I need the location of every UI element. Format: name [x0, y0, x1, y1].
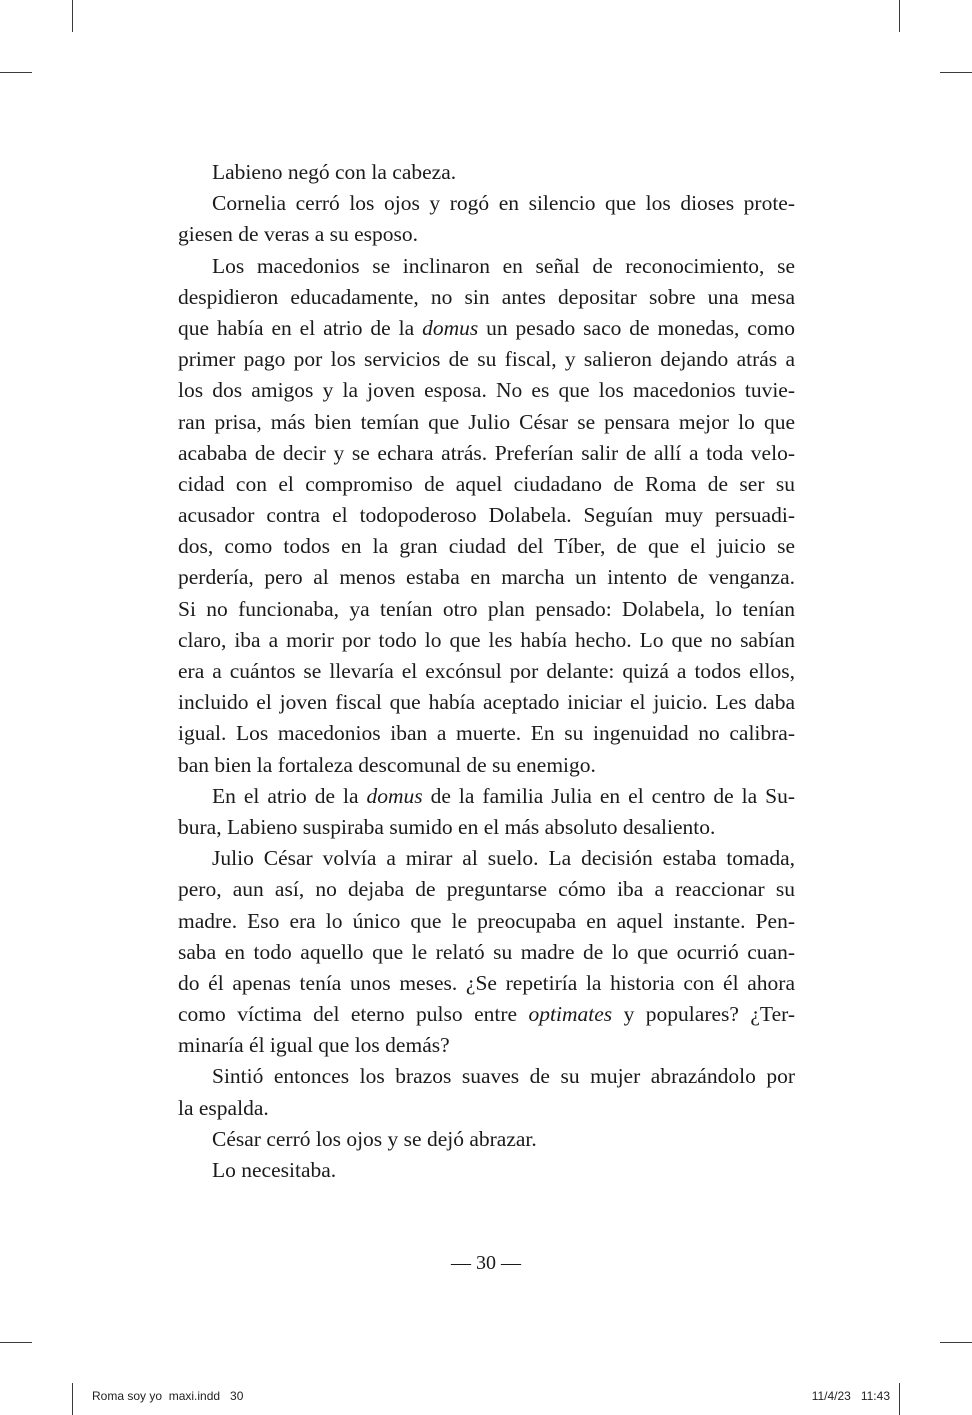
crop-mark-right-bottom: [940, 1342, 972, 1343]
text-run: Labieno negó con la cabeza.: [212, 160, 457, 184]
slug-filename: Roma soy yo maxi.indd 30: [92, 1389, 244, 1403]
text-run: acusador contra el todopoderoso Dolabela. Seguían muy persuadi-: [178, 503, 795, 528]
text-line: [178, 1155, 795, 1186]
text-line: [178, 282, 795, 313]
text-line: [178, 469, 795, 500]
text-run: minaría él igual que los demás?: [178, 1033, 450, 1058]
text-run: acababa de decir y se echara atrás. Preferían salir de allí a toda velo-: [178, 440, 795, 465]
text-line: [178, 1124, 795, 1155]
crop-mark-top-left: [72, 0, 73, 32]
slug-timestamp: 11/4/23 11:43: [811, 1389, 890, 1403]
text-line: [178, 999, 795, 1030]
text-line: [178, 219, 795, 250]
text-run: despidieron educadamente, no sin antes depositar sobre una mesa: [178, 284, 795, 309]
text-run: era a cuántos se llevaría el excónsul por delante: quizá a todos ellos,: [178, 659, 795, 683]
text-line: [178, 188, 795, 219]
text-line: [178, 375, 795, 406]
text-run: Si no funcionaba, ya tenían otro plan pensado: Dolabela, lo tenían: [178, 596, 795, 621]
text-line: [178, 781, 795, 812]
crop-mark-top-right: [899, 0, 900, 32]
text-run: un pesado saco de monedas, como: [478, 315, 796, 340]
text-run: Sintió entonces los brazos suaves de su mujer abrazándolo por: [212, 1064, 795, 1089]
text-run: Los macedonios se inclinaron en señal de reconocimiento, se: [212, 253, 795, 278]
text-run: que había en el atrio de la: [178, 315, 423, 340]
text-line: [178, 718, 795, 749]
text-line: [178, 656, 795, 687]
text-run: madre. Eso era lo único que le preocupaba en aquel instante. Pen-: [178, 908, 795, 933]
text-run: perdería, pero al menos estaba en marcha un intento de venganza.: [178, 565, 795, 590]
text-line: [178, 1061, 795, 1092]
text-line: [178, 812, 795, 843]
text-line: [178, 1093, 795, 1124]
text-line: [178, 438, 795, 469]
text-line: [178, 407, 795, 438]
text-run: Cornelia cerró los ojos y rogó en silencio que los dioses prote-: [212, 191, 795, 216]
body-text: [178, 157, 795, 1186]
text-run: giesen de veras a su esposo.: [178, 222, 419, 247]
text-line: [178, 594, 795, 625]
text-line: [178, 750, 795, 781]
italic-text: domus: [366, 783, 423, 808]
text-run: César cerró los ojos y se dejó abrazar.: [212, 1126, 537, 1151]
crop-mark-bottom-right: [899, 1383, 900, 1415]
text-line: [178, 313, 795, 344]
text-line: [178, 625, 795, 656]
text-run: de la familia Julia en el centro de la Su-: [422, 783, 795, 808]
text-run: como víctima del eterno pulso entre: [178, 1002, 529, 1027]
text-run: do él apenas tenía unos meses. ¿Se repetiría la historia con él ahora: [178, 970, 795, 995]
text-run: incluido el joven fiscal que había aceptado iniciar el juicio. Les daba: [178, 690, 795, 715]
text-line: [178, 251, 795, 282]
text-run: Lo necesitaba.: [212, 1158, 337, 1182]
crop-mark-left-bottom: [0, 1342, 32, 1343]
text-line: [178, 562, 795, 593]
italic-text: optimates: [528, 1002, 613, 1027]
text-run: la espalda.: [178, 1095, 269, 1120]
italic-text: domus: [422, 315, 479, 340]
text-line: [178, 843, 795, 874]
text-line: [178, 906, 795, 937]
text-run: Julio César volvía a mirar al suelo. La decisión estaba tomada,: [212, 846, 795, 871]
text-run: claro, iba a morir por todo lo que les había hecho. Lo que no sabían: [178, 627, 795, 652]
text-run: los dos amigos y la joven esposa. No es que los macedonios tuvie-: [178, 378, 795, 403]
text-run: ban bien la fortaleza descomunal de su enemigo.: [178, 752, 596, 777]
text-run: primer pago por los servicios de su fiscal, y salieron dejando atrás a: [178, 347, 795, 372]
text-line: [178, 500, 795, 531]
text-run: cidad con el compromiso de aquel ciudadano de Roma de ser su: [178, 471, 795, 496]
crop-mark-right-top: [940, 72, 972, 73]
text-line: [178, 937, 795, 968]
text-line: [178, 687, 795, 718]
text-line: [178, 874, 795, 905]
crop-mark-left-top: [0, 72, 32, 73]
text-run: pero, aun así, no dejaba de preguntarse cómo iba a reaccionar su: [178, 877, 795, 902]
text-run: saba en todo aquello que le relató su madre de lo que ocurrió cuan-: [178, 939, 795, 964]
crop-mark-bottom-left: [72, 1383, 73, 1415]
text-run: dos, como todos en la gran ciudad del Tíber, de que el juicio se: [178, 534, 795, 559]
text-line: [178, 344, 795, 375]
text-run: En el atrio de la: [212, 783, 367, 808]
text-line: [178, 531, 795, 562]
text-line: [178, 157, 795, 188]
text-run: igual. Los macedonios iban a muerte. En su ingenuidad no calibra-: [178, 721, 795, 746]
text-run: ran prisa, más bien temían que Julio César se pensara mejor lo que: [178, 409, 795, 434]
text-run: bura, Labieno suspiraba sumido en el más absoluto desaliento.: [178, 814, 716, 839]
text-line: [178, 968, 795, 999]
text-run: y populares? ¿Ter-: [612, 1002, 795, 1027]
text-line: [178, 1030, 795, 1061]
page-number: — 30 —: [451, 1252, 521, 1274]
